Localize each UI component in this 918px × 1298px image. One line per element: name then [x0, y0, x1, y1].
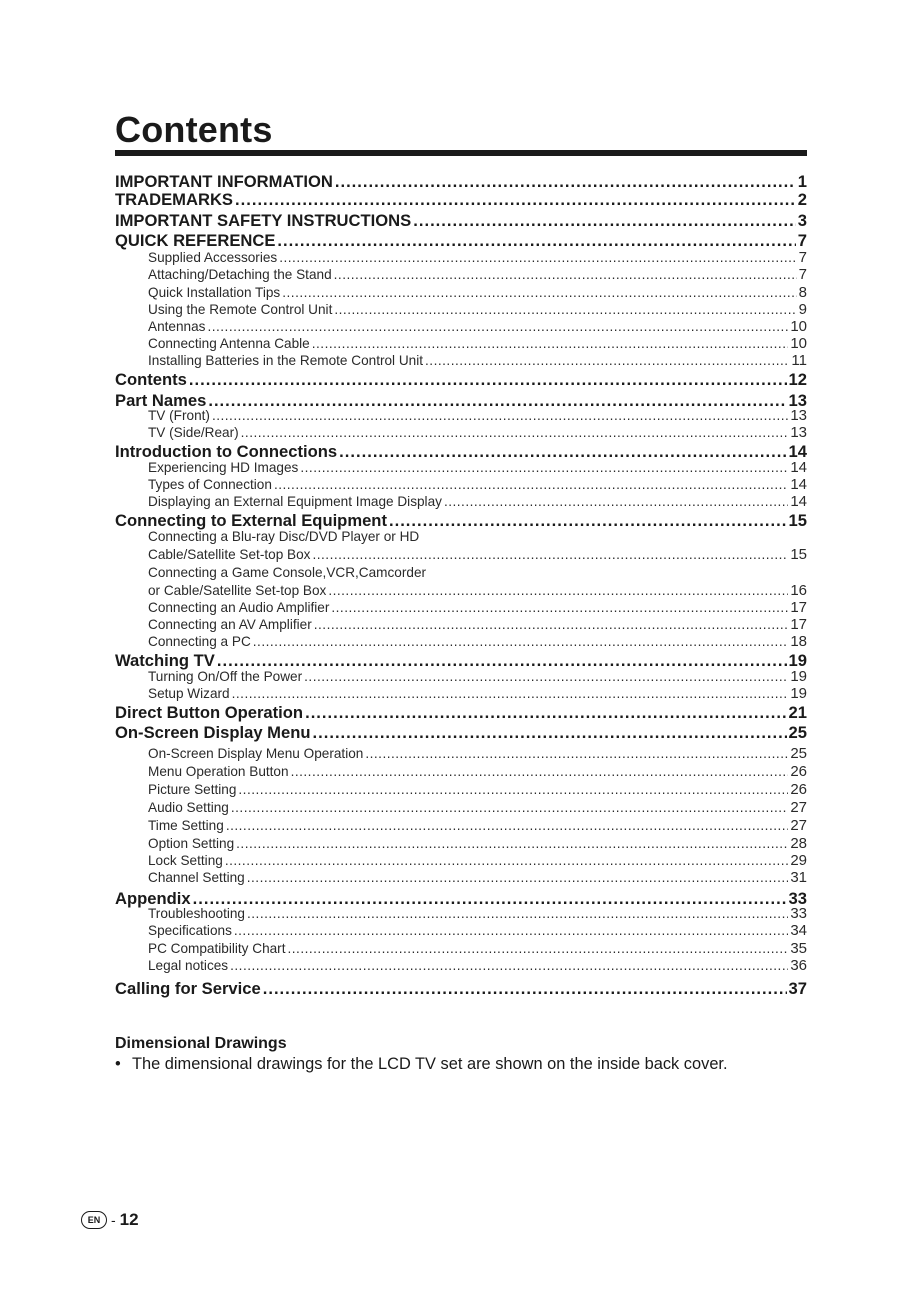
- toc-page-number: 36: [790, 957, 807, 974]
- toc-leader-dots: [314, 616, 789, 633]
- dimensional-drawings-heading: Dimensional Drawings: [115, 1035, 287, 1052]
- toc-label: Specifications: [148, 923, 232, 938]
- toc-subsection: [148, 284, 807, 301]
- toc-page-number: 35: [790, 940, 807, 957]
- toc-subsection: [148, 852, 807, 869]
- toc-leader-dots: [304, 668, 788, 685]
- toc-subsection: [148, 616, 807, 633]
- toc-section: [115, 211, 807, 231]
- toc-page-number: 17: [790, 616, 807, 633]
- toc-subsection: [148, 528, 807, 545]
- toc-label: Setup Wizard: [148, 686, 230, 701]
- toc-leader-dots: [444, 493, 788, 510]
- toc-page-number: 27: [790, 817, 807, 834]
- toc-label: Audio Setting: [148, 800, 229, 815]
- toc-label: Connecting a PC: [148, 634, 251, 649]
- toc-subsection: [148, 335, 807, 352]
- toc-label: or Cable/Satellite Set-top Box: [148, 583, 327, 598]
- toc-label: QUICK REFERENCE: [115, 231, 276, 250]
- page-number: 12: [119, 1210, 139, 1229]
- toc-page-number: 19: [788, 651, 807, 670]
- toc-subsection: [148, 957, 807, 974]
- toc-leader-dots: [282, 284, 796, 301]
- toc-label: Antennas: [148, 319, 206, 334]
- toc-subsection: [148, 869, 807, 886]
- toc-page-number: 16: [790, 582, 807, 599]
- toc-page-number: 31: [790, 869, 807, 886]
- toc-subsection: [148, 582, 807, 599]
- toc-subsection: [148, 599, 807, 616]
- toc-page-number: 28: [790, 835, 807, 852]
- toc-leader-dots: [230, 957, 788, 974]
- toc-leader-dots: [291, 763, 789, 780]
- toc-leader-dots: [241, 424, 789, 441]
- toc-subsection: [148, 685, 807, 702]
- toc-section: [115, 370, 807, 390]
- toc-page-number: 13: [790, 407, 807, 424]
- toc-label: Appendix: [115, 889, 191, 908]
- toc-subsection: [148, 940, 807, 957]
- toc-subsection: [148, 781, 807, 798]
- toc-page-number: 26: [790, 781, 807, 798]
- page-title: Contents: [115, 109, 273, 150]
- toc-leader-dots: [331, 599, 788, 616]
- toc-leader-dots: [207, 318, 788, 335]
- toc-page-number: 14: [790, 459, 807, 476]
- toc-subsection: [148, 424, 807, 441]
- toc-label: Menu Operation Button: [148, 764, 289, 779]
- toc-section: [115, 703, 807, 723]
- dimensional-drawings-note: [115, 1053, 728, 1075]
- toc-label: Using the Remote Control Unit: [148, 302, 333, 317]
- toc-subsection: [148, 546, 807, 563]
- toc-leader-dots: [212, 407, 788, 424]
- dimensional-drawings-text: The dimensional drawings for the LCD TV set are shown on the inside back cover.: [132, 1055, 728, 1073]
- toc-label: TV (Front): [148, 408, 210, 423]
- toc-section: [115, 231, 807, 251]
- toc-leader-dots: [189, 370, 787, 390]
- toc-subsection: [148, 459, 807, 476]
- toc-leader-dots: [274, 476, 788, 493]
- bullet-icon: •: [115, 1055, 121, 1073]
- toc-label: Attaching/Detaching the Stand: [148, 267, 332, 282]
- toc-leader-dots: [247, 869, 789, 886]
- toc-label: Types of Connection: [148, 477, 272, 492]
- toc-label: Part Names: [115, 391, 207, 410]
- toc-label: Time Setting: [148, 818, 224, 833]
- page-footer: [81, 1210, 139, 1230]
- toc-page-number: 12: [788, 370, 807, 389]
- toc-page-number: 26: [790, 763, 807, 780]
- toc-leader-dots: [234, 922, 788, 939]
- toc-label: TV (Side/Rear): [148, 425, 239, 440]
- toc-subsection: [148, 476, 807, 493]
- toc-section: [115, 723, 807, 743]
- toc-label: Cable/Satellite Set-top Box: [148, 547, 311, 562]
- toc-page-number: 33: [788, 889, 807, 908]
- toc-leader-dots: [334, 301, 796, 318]
- toc-leader-dots: [288, 940, 789, 957]
- toc-leader-dots: [334, 266, 797, 283]
- toc-subsection: [148, 835, 807, 852]
- toc-subsection: [148, 301, 807, 318]
- toc-label: Displaying an External Equipment Image Display: [148, 494, 442, 509]
- footer-separator: -: [111, 1212, 116, 1228]
- toc-leader-dots: [253, 633, 789, 650]
- toc-label: Contents: [115, 370, 187, 389]
- toc-leader-dots: [335, 172, 796, 192]
- toc-label: Turning On/Off the Power: [148, 669, 303, 684]
- toc-page-number: 21: [788, 703, 807, 722]
- toc-leader-dots: [279, 249, 796, 266]
- toc-leader-dots: [263, 979, 787, 999]
- toc-page-number: 7: [798, 266, 807, 283]
- toc-page-number: 17: [790, 599, 807, 616]
- language-badge-icon: EN: [81, 1211, 107, 1229]
- toc-label: Legal notices: [148, 958, 229, 973]
- toc-page-number: 33: [790, 905, 807, 922]
- toc-label: IMPORTANT SAFETY INSTRUCTIONS: [115, 211, 412, 230]
- toc-label: Connecting an AV Amplifier: [148, 617, 312, 632]
- toc-subsection: [148, 817, 807, 834]
- toc-page-number: 37: [788, 979, 807, 998]
- toc-label: Troubleshooting: [148, 906, 245, 921]
- toc-page-number: 25: [790, 745, 807, 762]
- toc-page-number: 7: [798, 249, 807, 266]
- toc-subsection: [148, 905, 807, 922]
- toc-subsection: [148, 922, 807, 939]
- toc-leader-dots: [247, 905, 788, 922]
- toc-label: PC Compatibility Chart: [148, 941, 286, 956]
- toc-subsection: [148, 318, 807, 335]
- toc-label: Calling for Service: [115, 979, 261, 998]
- toc-leader-dots: [235, 190, 796, 210]
- toc-leader-dots: [231, 799, 788, 816]
- toc-label: Picture Setting: [148, 782, 237, 797]
- toc-subsection: [148, 407, 807, 424]
- toc-page-number: 18: [790, 633, 807, 650]
- toc-label: Lock Setting: [148, 853, 223, 868]
- toc-page-number: 14: [788, 442, 807, 461]
- toc-page-number: 10: [790, 335, 807, 352]
- toc-label: Installing Batteries in the Remote Control Unit: [148, 353, 424, 368]
- toc-subsection: [148, 352, 807, 369]
- toc-subsection: [148, 633, 807, 650]
- toc-subsection: [148, 266, 807, 283]
- toc-label: Connecting to External Equipment: [115, 511, 387, 530]
- toc-label: Connecting a Game Console,VCR,Camcorder: [148, 565, 427, 580]
- toc-page-number: 8: [798, 284, 807, 301]
- toc-page-number: 3: [797, 211, 807, 230]
- toc-leader-dots: [365, 745, 788, 762]
- toc-page-number: 25: [788, 723, 807, 742]
- toc-subsection: [148, 763, 807, 780]
- toc-label: Direct Button Operation: [115, 703, 304, 722]
- toc-leader-dots: [225, 852, 789, 869]
- toc-label: IMPORTANT INFORMATION: [115, 172, 333, 191]
- toc-label: Introduction to Connections: [115, 442, 338, 461]
- toc-page-number: 11: [791, 352, 807, 369]
- toc-subsection: [148, 799, 807, 816]
- toc-page-number: 19: [790, 685, 807, 702]
- toc-leader-dots: [300, 459, 788, 476]
- toc-leader-dots: [425, 352, 789, 369]
- toc-leader-dots: [312, 335, 789, 352]
- toc-subsection: [148, 745, 807, 762]
- toc-leader-dots: [232, 685, 789, 702]
- toc-leader-dots: [413, 211, 796, 231]
- toc-page-number: 29: [790, 852, 807, 869]
- toc-leader-dots: [277, 231, 795, 251]
- toc-section: [115, 190, 807, 210]
- toc-subsection: [148, 564, 807, 581]
- toc-page-number: 13: [788, 391, 807, 410]
- toc-page-number: 10: [790, 318, 807, 335]
- toc-page-number: 14: [790, 476, 807, 493]
- toc-label: TRADEMARKS: [115, 190, 233, 209]
- toc-leader-dots: [238, 781, 788, 798]
- toc-subsection: [148, 668, 807, 685]
- toc-page-number: 13: [790, 424, 807, 441]
- toc-page-number: 34: [790, 922, 807, 939]
- toc-leader-dots: [305, 703, 786, 723]
- toc-leader-dots: [328, 582, 788, 599]
- toc-page-number: 15: [790, 546, 807, 563]
- toc-page-number: 27: [790, 799, 807, 816]
- toc-label: Quick Installation Tips: [148, 285, 281, 300]
- toc-subsection: [148, 249, 807, 266]
- toc-leader-dots: [226, 817, 789, 834]
- toc-subsection: [148, 493, 807, 510]
- toc-page-number: 1: [797, 172, 807, 191]
- toc-label: Watching TV: [115, 651, 215, 670]
- toc-label: Connecting Antenna Cable: [148, 336, 310, 351]
- toc-leader-dots: [312, 546, 788, 563]
- toc-label: On-Screen Display Menu Operation: [148, 746, 364, 761]
- toc-page-number: 15: [788, 511, 807, 530]
- toc-label: Option Setting: [148, 836, 235, 851]
- toc-page-number: 2: [797, 190, 807, 209]
- toc-label: Experiencing HD Images: [148, 460, 299, 475]
- toc-page-number: 9: [798, 301, 807, 318]
- toc-label: Supplied Accessories: [148, 250, 278, 265]
- toc-page-number: 19: [790, 668, 807, 685]
- toc-page-number: 14: [790, 493, 807, 510]
- toc-leader-dots: [313, 723, 787, 743]
- toc-label: Connecting an Audio Amplifier: [148, 600, 330, 615]
- toc-section: [115, 172, 807, 192]
- toc-label: On-Screen Display Menu: [115, 723, 311, 742]
- toc-leader-dots: [236, 835, 788, 852]
- toc-label: Connecting a Blu-ray Disc/DVD Player or HD: [148, 529, 420, 544]
- toc-section: [115, 979, 807, 999]
- title-rule: [115, 150, 807, 156]
- toc-page-number: 7: [797, 231, 807, 250]
- toc-label: Channel Setting: [148, 870, 245, 885]
